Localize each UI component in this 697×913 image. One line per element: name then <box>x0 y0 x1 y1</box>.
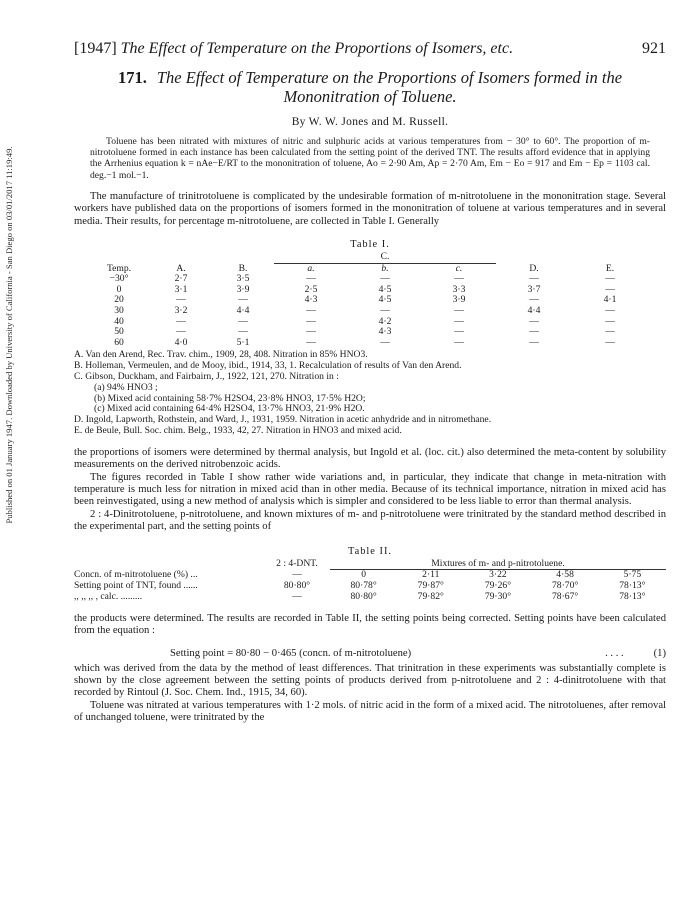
table2-cell: 78·13° <box>619 590 646 602</box>
table2-cell: 80·78° <box>350 580 377 592</box>
table2-cell: 80·80° <box>283 580 311 592</box>
table1-note-a: A. Van den Arend, Rec. Trav. chim., 1909, 28, 408. Nitration in 85% HNO3. <box>74 349 368 361</box>
table2-caption: Table II. <box>347 545 393 557</box>
table1-cell: — <box>306 315 316 327</box>
table1-cell: 2·5 <box>304 283 318 295</box>
table1-row <box>88 306 648 317</box>
table2-cell: 78·13° <box>619 580 646 592</box>
table1-header-cell: B. <box>238 262 248 274</box>
equation-1 <box>74 648 666 659</box>
table1-cell: — <box>605 315 615 327</box>
table1-cell: 3·3 <box>452 283 466 295</box>
table1-cell: 4·0 <box>174 336 188 348</box>
equation-dots: . . . . <box>605 647 624 659</box>
table2-cell: 2·11 <box>422 569 440 581</box>
table2-cell: 79·30° <box>484 590 512 602</box>
table1-cell: 2·7 <box>174 273 188 285</box>
table1-cell: — <box>454 326 464 338</box>
table2-cell: 0 <box>361 569 366 581</box>
table1-cell: — <box>238 294 248 306</box>
table1-header-row <box>88 264 648 275</box>
table1-cell: — <box>176 315 186 327</box>
table1-cell: — <box>529 273 539 285</box>
table1-cell: 30 <box>114 305 124 316</box>
paragraph-variations: The figures recorded in Table I show rather wide variations and, in particular, they indicate that change in meta-nitration with temperature is much less for nitration in mixed acid than in other media. Because of its technical importance, nitration in mixed acid has been reinvestigated, using a new method of analysis which is simpler and considered to be less liable to error than thermal analysis. <box>74 471 666 508</box>
table1-row <box>88 295 648 306</box>
table1-subnote-b: (b) Mixed acid containing 58·7% H2SO4, 23·8% HNO3, 17·5% H2O; <box>94 392 366 404</box>
table1-cell: — <box>306 336 316 348</box>
running-head-left <box>74 40 513 58</box>
table1-note-e: E. de Beule, Bull. Soc. chim. Belg., 1933, 42, 27. Nitration in HNO3 and mixed acid. <box>74 424 402 436</box>
paragraph-intro: The manufacture of trinitrotoluene is complicated by the undesirable formation of m-nitrotoluene in the mononitration stage. Several workers have published data on the proportions of isomers formed in the mononitration of toluene at various temperatures and in several media. Their results, for percentage m-nitrotoluene, are collected in Table I. Generally <box>74 190 666 227</box>
table1-cell: — <box>454 305 464 316</box>
article-title-text: The Effect of Temperature on the Proportions of Isomers formed in the Mononitration of Toluene. <box>156 68 623 106</box>
running-head-title: The Effect of Temperature on the Proportions of Isomers, etc. <box>120 40 514 57</box>
equation-text: Setting point = 80·80 − 0·465 (concn. of m-nitrotoluene) <box>170 647 412 659</box>
table1-cell: 20 <box>114 294 124 306</box>
table1-cell: — <box>176 294 186 306</box>
table2-row-label: Setting point of TNT, found ...... <box>74 580 198 592</box>
table1-cell: — <box>529 336 539 348</box>
table1-cell: — <box>605 283 615 295</box>
table2-row-label: Concn. of m-nitrotoluene (%) ... <box>74 569 198 581</box>
table2-cell: 3·22 <box>489 569 507 581</box>
download-watermark <box>2 95 16 575</box>
table1-cell: — <box>605 326 615 338</box>
article-authors: By W. W. Jones and M. Russell. <box>291 116 449 128</box>
paragraph-nitration: Toluene was nitrated at various temperatures with 1·2 mols. of nitric acid in the form of a mixed acid. The nitrotoluenes, after removal of unchanged toluene, were trinitrated by the <box>74 699 666 724</box>
table1-cell: 4·4 <box>236 305 250 316</box>
table1-cell: 3·2 <box>174 305 188 316</box>
table2-cell: 80·80° <box>350 590 377 602</box>
table1-cell: 3·1 <box>174 283 188 295</box>
table2-mix-header: Mixtures of m- and p-nitrotoluene. <box>431 557 565 569</box>
table2-cell: — <box>292 590 302 602</box>
table2-cell: 4·58 <box>556 569 574 581</box>
table1-header-cell: E. <box>605 262 615 274</box>
table1-cell: 3·7 <box>527 283 541 295</box>
table1-subnote-a: (a) 94% HNO3 ; <box>94 381 158 393</box>
table1-cell: 4·1 <box>603 294 617 306</box>
table1-cell: — <box>454 273 464 285</box>
table2-cell: 79·82° <box>417 590 444 602</box>
paragraph-derivation: which was derived from the data by the method of least differences. That trinitration in these experiments was substantially complete is shown by the close agreement between the setting points of products derived from p-nitrotoluene and 2 : 4-dinitrotoluene with that recorded by Rintoul (J. Soc. Chem. Ind., 1915, 34, 60). <box>74 662 666 699</box>
running-head-year: [1947] <box>74 40 117 57</box>
table2-cell: 79·26° <box>484 580 512 592</box>
table1-cell: — <box>176 326 186 338</box>
table1-notes <box>74 350 666 436</box>
table1-cell: 4·3 <box>378 326 392 338</box>
table1-group-row <box>88 252 648 263</box>
table1-cell: 5·1 <box>236 336 250 348</box>
table1-row <box>88 317 648 328</box>
paragraph-methods: the proportions of isomers were determined by thermal analysis, but Ingold et al. (loc. cit.) also determined the meta-content by solubility measurements on the derived nitrobenzoic acids. <box>74 446 666 471</box>
table1-cell: — <box>306 326 316 338</box>
article-title <box>74 68 666 106</box>
table1-subnote-c: (c) Mixed acid containing 64·4% H2SO4, 13·7% HNO3, 21·9% H2O. <box>94 403 365 415</box>
table1 <box>88 252 648 348</box>
table1-cell: — <box>380 305 390 316</box>
article-number: 171. <box>117 68 147 87</box>
table1-cell: 40 <box>114 315 124 327</box>
table1-cell: 4·5 <box>378 283 392 295</box>
table1-cell: — <box>238 315 248 327</box>
table1-row <box>88 274 648 285</box>
page <box>74 40 666 725</box>
table1-cell: — <box>529 294 539 306</box>
table2-cell: 79·87° <box>417 580 444 592</box>
table1-cell: — <box>454 315 464 327</box>
table1-header-cell: a. <box>307 262 315 274</box>
table2-row-label: ,, ,, ,, , calc. ......... <box>74 590 143 602</box>
table1-header-cell: D. <box>529 262 539 274</box>
table2 <box>74 559 666 603</box>
table1-header-cell: c. <box>455 262 463 274</box>
table2-header-row <box>74 559 666 570</box>
paragraph-results: the products were determined. The results are recorded in Table II, the setting points being corrected. Setting points have been calculated from the equation : <box>74 612 666 637</box>
table1-cell: — <box>306 305 316 316</box>
table1-row <box>88 285 648 296</box>
paragraph-trinitration: 2 : 4-Dinitrotoluene, p-nitrotoluene, and known mixtures of m- and p-nitrotoluene were trinitrated by the standard method described in the experimental part, and the setting points of <box>74 508 666 533</box>
table1-cell: −30° <box>109 273 129 285</box>
table1-note-b: B. Holleman, Vermeulen, and de Mooy, ibid., 1914, 33, 1. Recalculation of results of Van den Arend. <box>74 360 462 372</box>
abstract: Toluene has been nitrated with mixtures of nitric and sulphuric acids at various temperatures from − 30° to 60°. The proportion of m-nitrotoluene formed in each instance has been calculated from the setting point of the derived TNT. The results afford evidence that in applying the Arrhenius equation k = nAe−E/RT to the mononitration of toluene, Ao = 2·90 Am, Ap = 2·70 Am, Em − Eo = 917 and Em − Ep = 1103 cal. deg.−1 mol.−1. <box>90 136 650 181</box>
table1-header-cell: Temp. <box>106 262 132 274</box>
table1-row <box>88 327 648 338</box>
table1-cell: — <box>605 305 615 316</box>
table1-cell: 3·9 <box>236 283 250 295</box>
table2-dnt-header: 2 : 4-DNT. <box>276 558 318 570</box>
table1-cell: — <box>380 273 390 285</box>
table1-cell: — <box>238 326 248 338</box>
running-head <box>74 40 666 58</box>
table2-row <box>74 592 666 603</box>
table1-cell: — <box>605 273 615 285</box>
table2-cell: — <box>292 569 302 581</box>
table2-cell: 5·75 <box>623 569 642 581</box>
table1-cell: 3·9 <box>452 294 466 306</box>
table1-cell: 0 <box>116 283 122 295</box>
table1-header-cell: A. <box>176 262 186 274</box>
table1-cell: 4·3 <box>304 294 318 306</box>
table1-group-header: C. <box>380 251 390 263</box>
table1-cell: 4·5 <box>378 294 392 306</box>
table1-cell: 3·5 <box>236 273 250 285</box>
table1-note-c: C. Gibson, Duckham, and Fairbairn, J., 1922, 121, 270. Nitration in : <box>74 370 339 382</box>
table1-cell: — <box>306 273 316 285</box>
table1-cell: 4·4 <box>527 305 541 316</box>
equation-number: (1) <box>653 647 666 659</box>
table2-cell: 78·67° <box>551 590 579 602</box>
table1-note-d: D. Ingold, Lapworth, Rothstein, and Ward, J., 1931, 1959. Nitration in acetic anhydride and in nitromethane. <box>74 414 492 426</box>
table1-row <box>88 338 648 349</box>
table1-cell: — <box>529 326 539 338</box>
table1-cell: — <box>380 336 390 348</box>
table1-cell: — <box>605 336 615 348</box>
table1-caption: Table I. <box>350 239 390 251</box>
download-watermark-text: Published on 01 January 1947. Downloaded by University of California - San Diego on 03/01/2017 11:19:49. <box>4 146 14 524</box>
table1-cell: 4·2 <box>378 315 392 327</box>
table2-cell: 78·70° <box>551 580 579 592</box>
table1-cell: 50 <box>114 326 124 338</box>
table1-cell: — <box>454 336 464 348</box>
page-number: 921 <box>642 40 666 57</box>
table1-cell: — <box>529 315 539 327</box>
table1-header-cell: b. <box>381 262 389 274</box>
table1-cell: 60 <box>114 336 124 348</box>
